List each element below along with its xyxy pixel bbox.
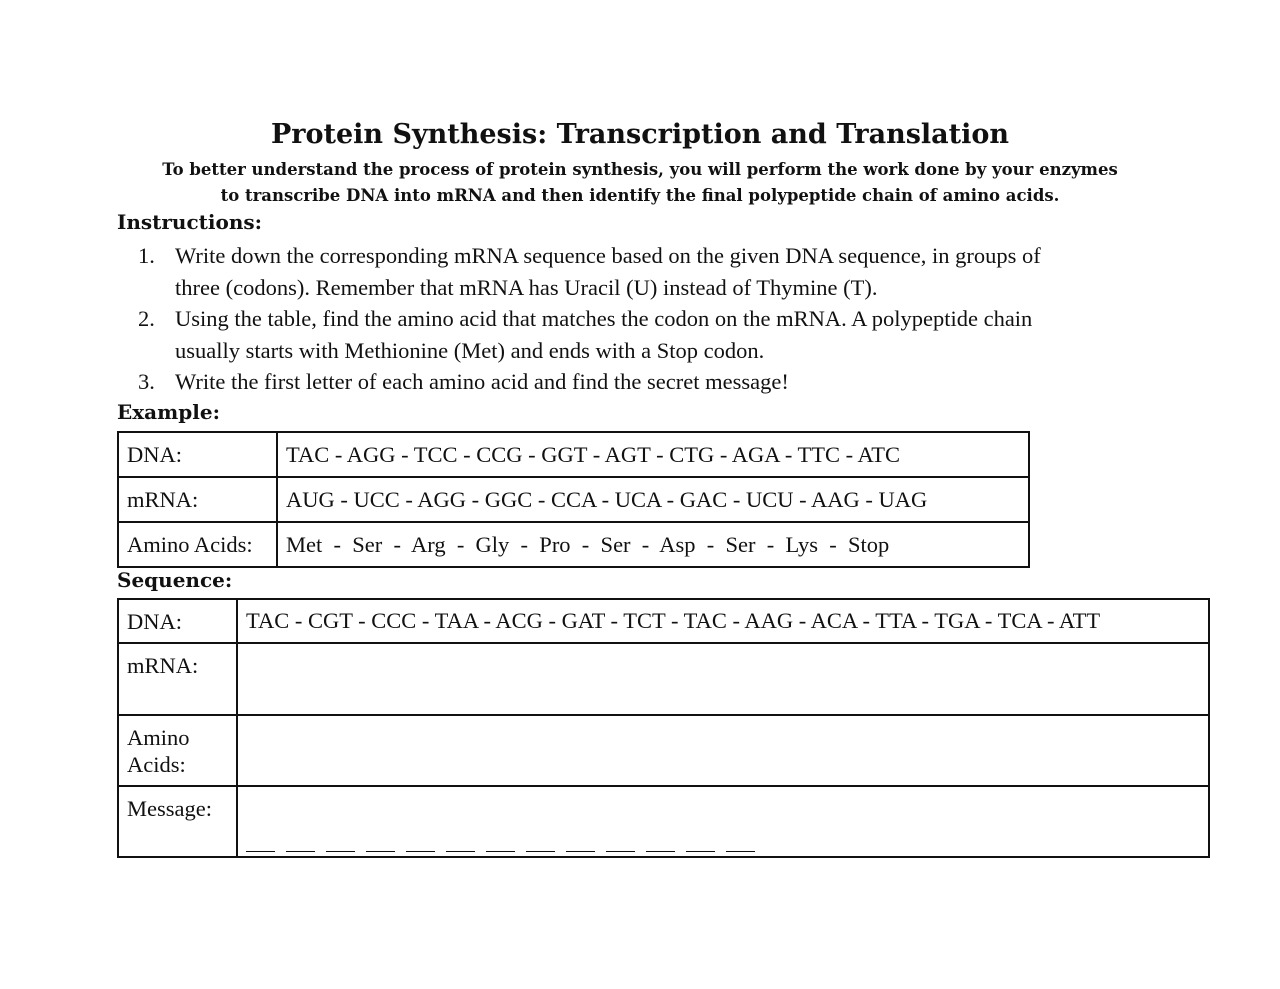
worksheet-subtitle [110, 157, 1170, 209]
table-row [118, 477, 1029, 522]
sequence-message-label: Message: [118, 786, 237, 857]
instruction-line: Write the first letter of each amino acid and find the secret message! [175, 369, 789, 395]
sequence-heading: Sequence: [117, 568, 233, 592]
instruction-number: 1. [138, 243, 155, 268]
instruction-item [138, 240, 1148, 303]
example-dna-value: TAC - AGG - TCC - CCG - GGT - AGT - CTG - AGA - TTC - ATC [277, 432, 1029, 477]
subtitle-line-2: to transcribe DNA into mRNA and then identify the final polypeptide chain of amino acids. [220, 186, 1060, 205]
instruction-item [138, 303, 1148, 366]
instruction-text [175, 240, 1148, 303]
message-letter-blank[interactable] [366, 851, 395, 852]
example-amino-value: Met - Ser - Arg - Gly - Pro - Ser - Asp - Ser - Lys - Stop [277, 522, 1029, 567]
instruction-text [175, 303, 1148, 366]
example-table [117, 431, 1030, 568]
instructions-list [138, 240, 1148, 398]
message-letter-blank[interactable] [246, 851, 275, 852]
instruction-number: 2. [138, 306, 155, 332]
message-letter-blank[interactable] [446, 851, 475, 852]
table-row [118, 432, 1029, 477]
instruction-number: 3. [138, 369, 155, 395]
sequence-amino-label [118, 715, 237, 786]
subtitle-line-1: To better understand the process of protein synthesis, you will perform the work done by your enzymes [162, 160, 1118, 179]
sequence-mrna-answer-field[interactable] [237, 643, 1209, 715]
message-letter-blank[interactable] [286, 851, 315, 852]
example-mrna-label: mRNA: [118, 477, 277, 522]
instruction-line: three (codons). Remember that mRNA has Uracil (U) instead of Thymine (T). [175, 274, 878, 300]
message-letter-blank[interactable] [606, 851, 635, 852]
example-heading: Example: [117, 400, 220, 424]
example-dna-label: DNA: [118, 432, 277, 477]
sequence-mrna-label: mRNA: [118, 643, 237, 715]
instruction-line: Write down the corresponding mRNA sequence based on the given DNA sequence, in groups of [175, 243, 1041, 268]
instruction-item [138, 366, 1148, 398]
table-row [118, 786, 1209, 857]
sequence-table [117, 598, 1210, 858]
instruction-text [175, 366, 1148, 398]
table-row [118, 643, 1209, 715]
message-blanks [246, 851, 755, 852]
message-letter-blank[interactable] [326, 851, 355, 852]
table-row [118, 522, 1029, 567]
worksheet-title: Protein Synthesis: Transcription and Translation [270, 119, 1010, 150]
message-letter-blank[interactable] [526, 851, 555, 852]
table-row [118, 599, 1209, 643]
instructions-heading: Instructions: [117, 210, 263, 234]
sequence-amino-label-line: Acids: [127, 751, 186, 777]
instruction-line: usually starts with Methionine (Met) and ends with a Stop codon. [175, 337, 765, 363]
message-letter-blank[interactable] [406, 851, 435, 852]
sequence-amino-label-line: Amino [127, 724, 190, 750]
instruction-line: Using the table, find the amino acid that matches the codon on the mRNA. A polypeptide chain [175, 306, 1033, 332]
message-letter-blank[interactable] [486, 851, 515, 852]
example-amino-label: Amino Acids: [118, 522, 277, 567]
message-letter-blank[interactable] [686, 851, 715, 852]
table-row [118, 715, 1209, 786]
sequence-dna-value: TAC - CGT - CCC - TAA - ACG - GAT - TCT - TAC - AAG - ACA - TTA - TGA - TCA - ATT [237, 599, 1209, 643]
example-mrna-value: AUG - UCC - AGG - GGC - CCA - UCA - GAC - UCU - AAG - UAG [277, 477, 1029, 522]
sequence-message-field [237, 786, 1209, 857]
sequence-amino-answer-field[interactable] [237, 715, 1209, 786]
message-letter-blank[interactable] [726, 851, 755, 852]
message-letter-blank[interactable] [646, 851, 675, 852]
message-letter-blank[interactable] [566, 851, 595, 852]
sequence-dna-label: DNA: [118, 599, 237, 643]
